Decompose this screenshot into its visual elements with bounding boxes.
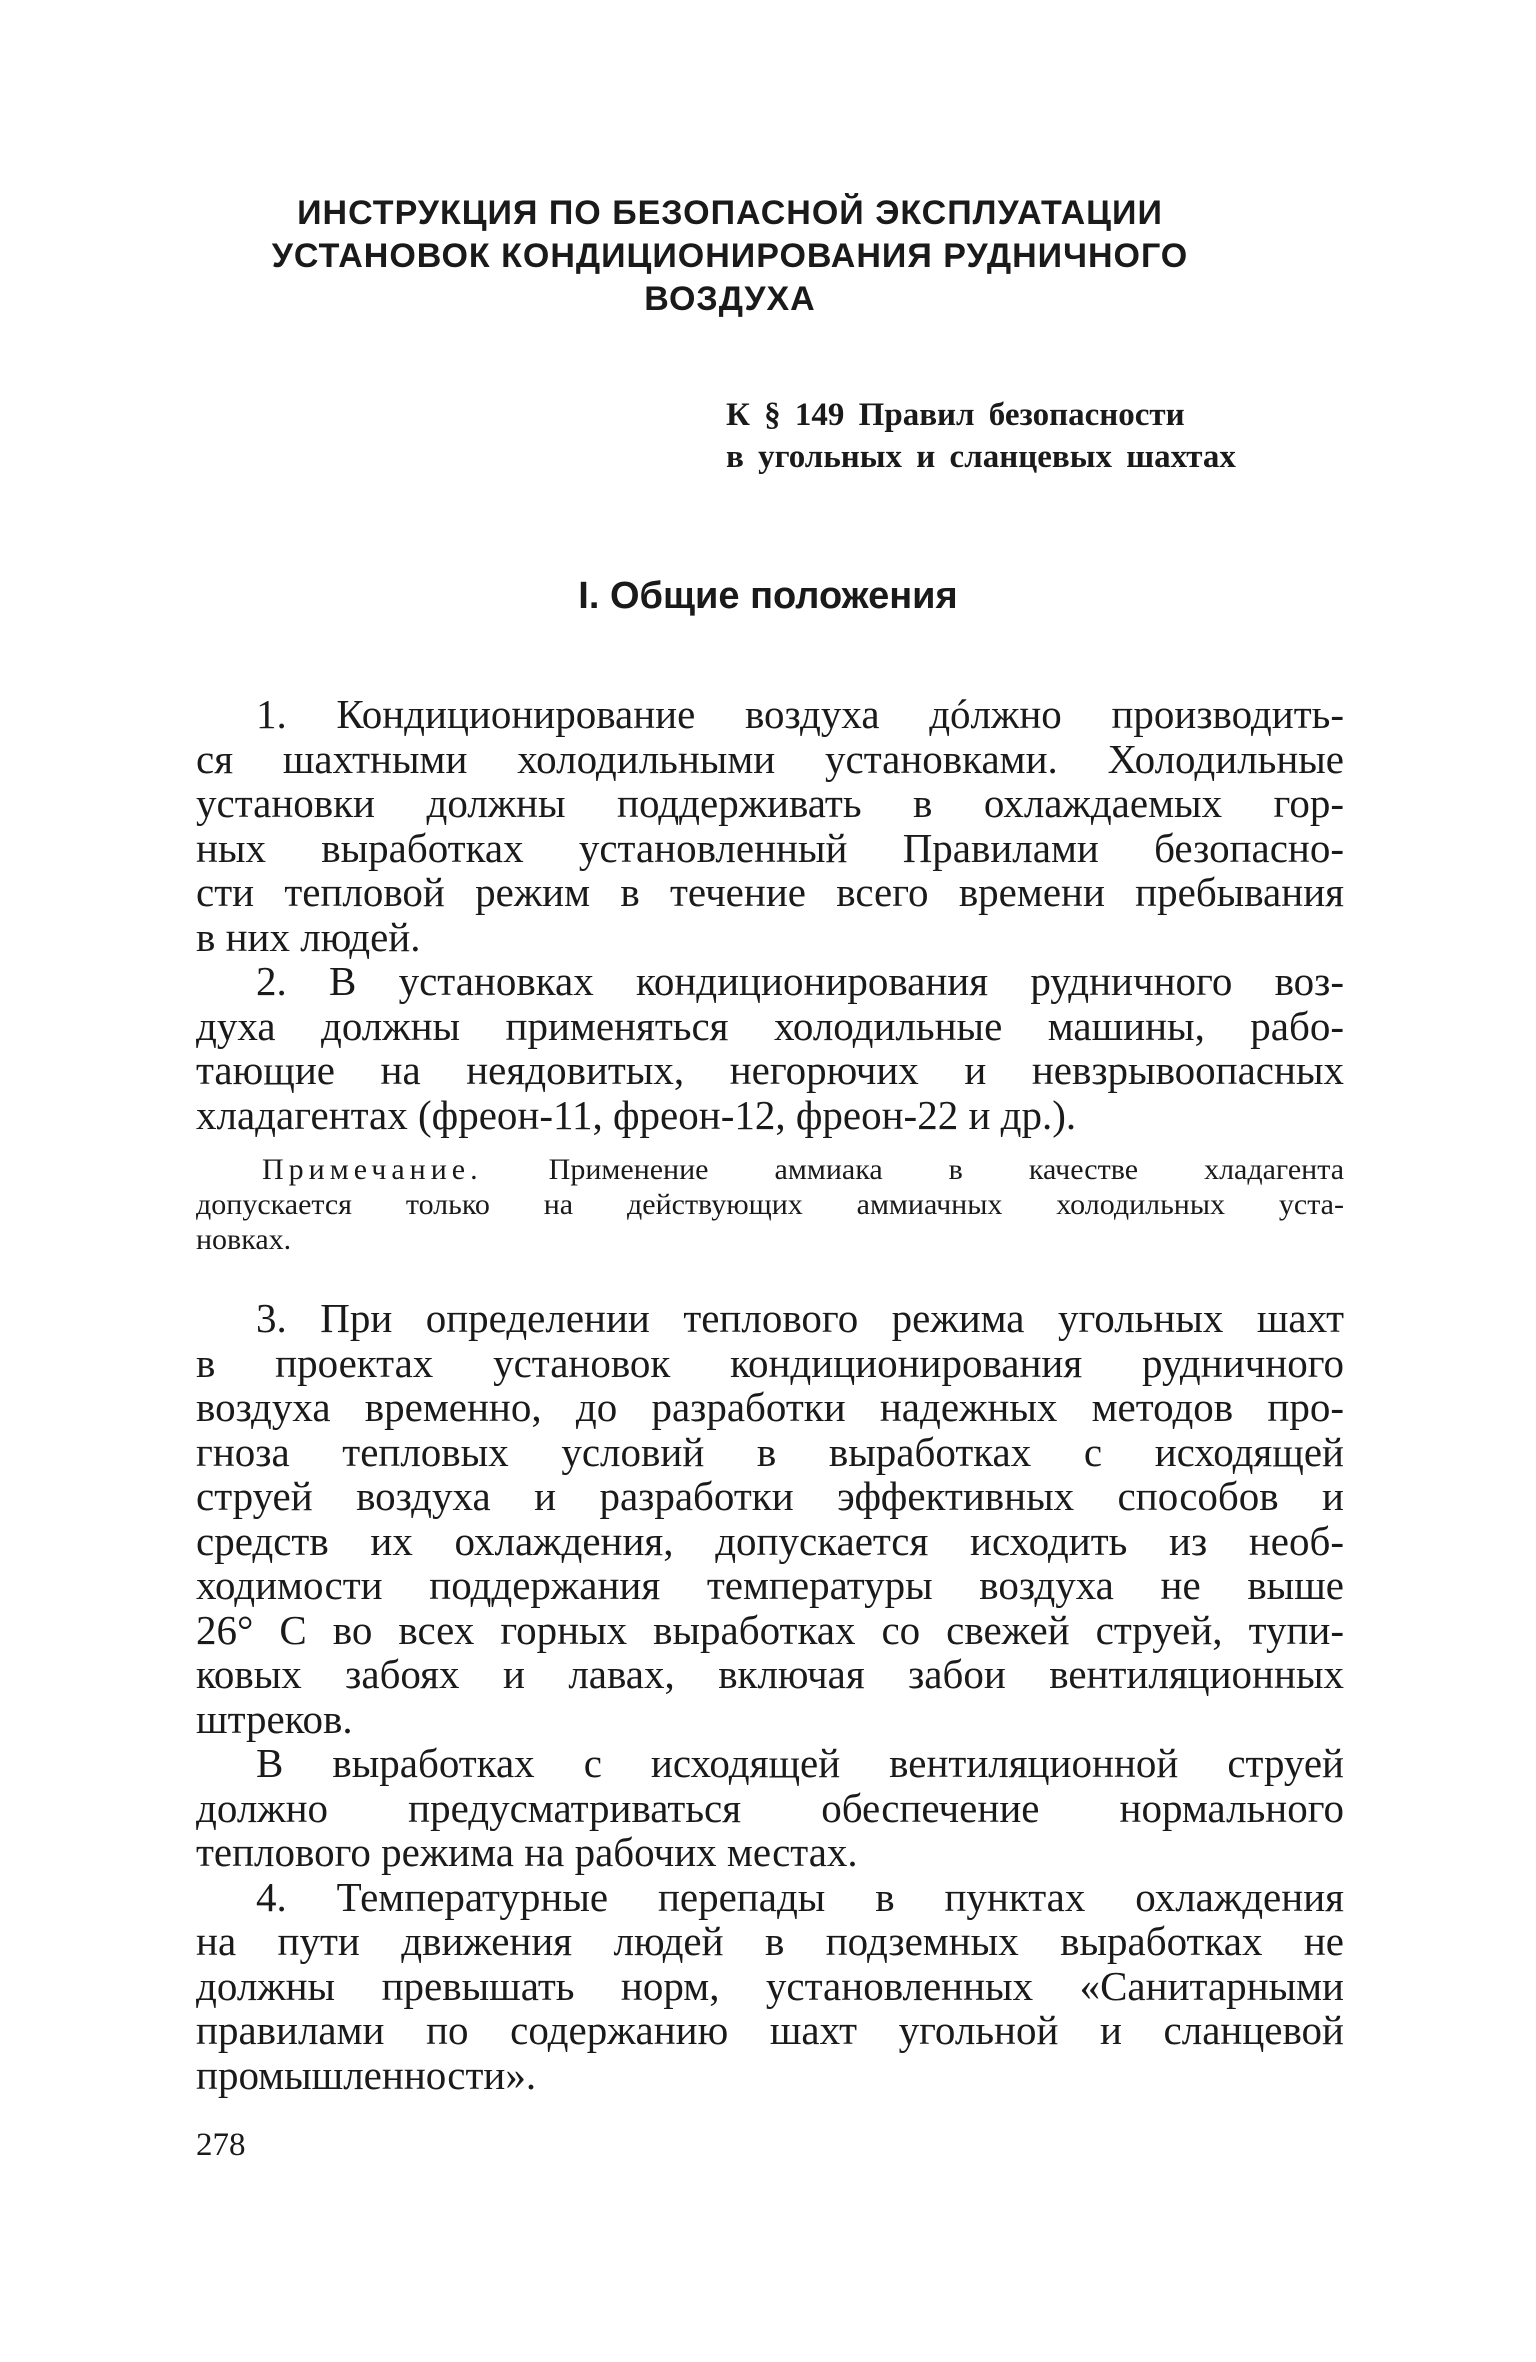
title-line: ИНСТРУКЦИЯ ПО БЕЗОПАСНОЙ ЭКСПЛУАТАЦИИ — [297, 194, 1163, 232]
note-label: Примечание. — [262, 1153, 483, 1186]
paragraph-line: хладагентах (фреон-11, фреон-12, фреон-22 и др.). — [196, 1091, 1077, 1138]
note-line: допускается только на действующих аммиачных холодильных уста- — [196, 1188, 1344, 1221]
paragraph-line: ных выработках установленный Правилами безопасно- — [196, 824, 1344, 871]
paragraph-line: правилами по содержанию шахт угольной и сланцевой — [196, 2007, 1344, 2053]
paragraphs-1-2 — [196, 692, 1344, 1137]
paragraph-line: воздуха временно, до разработки надежных методов про- — [196, 1384, 1344, 1430]
section-heading: I. Общие положения — [578, 575, 958, 617]
note-text: Применение аммиака в качестве хладагента — [548, 1153, 1345, 1186]
paragraph-line: промышленности». — [196, 2051, 537, 2098]
paragraph-line: должны превышать норм, установленных «Санитарными — [196, 1962, 1344, 2009]
paragraph-line: в проектах установок кондиционирования рудничного — [196, 1339, 1344, 1386]
paragraph-line: 4. Температурные перепады в пунктах охлаждения — [256, 1873, 1344, 1920]
paragraph-line: тающие на неядовитых, негорючих и невзрывоопасных — [196, 1047, 1344, 1093]
paragraph-line: теплового режима на рабочих местах. — [196, 1829, 858, 1875]
paragraph-line: на пути движения людей в подземных выработках не — [196, 1918, 1344, 1964]
note-block — [196, 1152, 1344, 1257]
paragraph-line: ся шахтными холодильными установками. Холодильные — [196, 735, 1344, 782]
paragraph-line: гноза тепловых условий в выработках с исходящей — [196, 1428, 1344, 1475]
paragraph-line: в них людей. — [196, 913, 421, 960]
paragraph-line: В выработках с исходящей вентиляционной струей — [256, 1740, 1344, 1786]
paragraph-line: средств их охлаждения, допускается исходить из необ- — [196, 1517, 1344, 1564]
paragraph-line: струей воздуха и разработки эффективных способов и — [196, 1473, 1344, 1519]
title-line: УСТАНОВОК КОНДИЦИОНИРОВАНИЯ РУДНИЧНОГО — [271, 237, 1189, 275]
paragraph-line: 2. В установках кондиционирования рудничного воз- — [256, 958, 1344, 1004]
paragraphs-3-4 — [196, 1296, 1344, 2097]
paragraph-line: 3. При определении теплового режима угольных шахт — [256, 1295, 1344, 1341]
paragraph-line: духа должны применяться холодильные машины, рабо- — [196, 1002, 1344, 1049]
regulation-reference — [726, 394, 1426, 478]
title-line: ВОЗДУХА — [644, 280, 816, 318]
paragraph-line: должно предусматриваться обеспечение нормального — [196, 1784, 1344, 1831]
paragraph-line: штреков. — [196, 1695, 353, 1742]
paragraph-line: 26° С во всех горных выработках со свежей струей, тупи- — [196, 1606, 1344, 1653]
paragraph-line: ходимости поддержания температуры воздуха не выше — [196, 1562, 1344, 1608]
note-line: новках. — [196, 1223, 292, 1256]
document-title — [150, 192, 1310, 321]
note-line — [196, 1152, 1344, 1187]
page-number: 278 — [196, 2127, 246, 2163]
paragraph-line: установки должны поддерживать в охлаждаемых гор- — [196, 780, 1344, 826]
paragraph-line: ковых забоях и лавах, включая забои вентиляционных — [196, 1651, 1344, 1697]
reference-line: в угольных и сланцевых шахтах — [726, 439, 1236, 475]
reference-line: К § 149 Правил безопасности — [726, 397, 1185, 433]
paragraph-line: сти тепловой режим в течение всего времени пребывания — [196, 869, 1344, 915]
paragraph-line: 1. Кондиционирование воздуха дóлжно производить- — [256, 691, 1344, 737]
